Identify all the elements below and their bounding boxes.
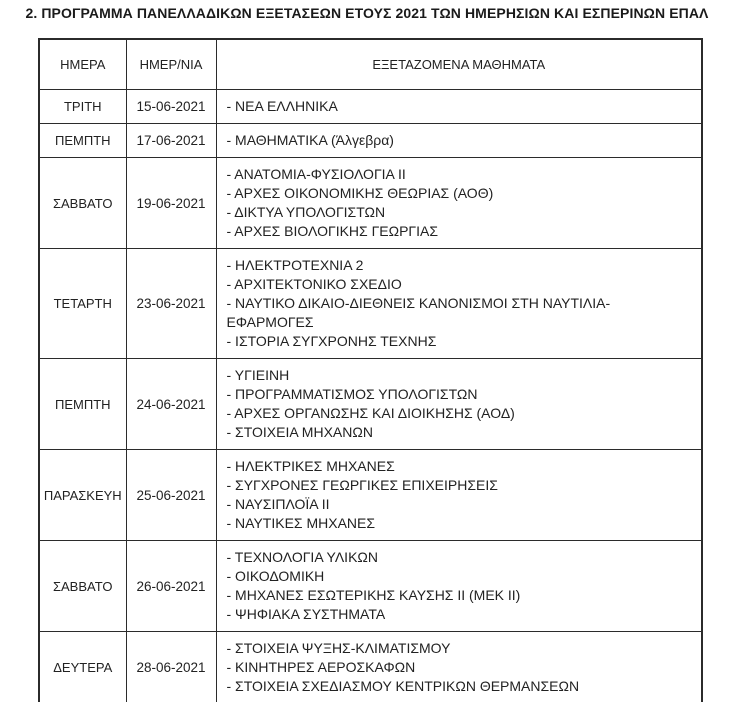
table-header-row (39, 39, 702, 90)
date-cell: 26-06-2021 (126, 541, 216, 632)
subjects-cell (216, 450, 702, 541)
subject-line: - ΙΣΤΟΡΙΑ ΣΥΓΧΡΟΝΗΣ ΤΕΧΝΗΣ (226, 333, 437, 349)
subject-line: - ΔΙΚΤΥΑ ΥΠΟΛΟΓΙΣΤΩΝ (226, 204, 386, 220)
subject-line: - ΝΕΑ ΕΛΛΗΝΙΚΑ (226, 98, 338, 114)
date-cell: 25-06-2021 (126, 450, 216, 541)
table-row (39, 632, 702, 702)
day-cell: ΠΕΜΠΤΗ (39, 359, 126, 450)
day-cell: ΣΑΒΒΑΤΟ (39, 541, 126, 632)
date-cell: 28-06-2021 (126, 632, 216, 702)
subject-line: - ΣΥΓΧΡΟΝΕΣ ΓΕΩΡΓΙΚΕΣ ΕΠΙΧΕΙΡΗΣΕΙΣ (226, 477, 498, 493)
subject-line: - ΝΑΥΤΙΚΕΣ ΜΗΧΑΝΕΣ (226, 515, 376, 531)
subject-line: - ΣΤΟΙΧΕΙΑ ΣΧΕΔΙΑΣΜΟΥ ΚΕΝΤΡΙΚΩΝ ΘΕΡΜΑΝΣΕΩΝ (226, 678, 580, 694)
page-title: 2. ΠΡΟΓΡΑΜΜΑ ΠΑΝΕΛΛΑΔΙΚΩΝ ΕΞΕΤΑΣΕΩΝ ΕΤΟΥΣ 2021 ΤΩΝ ΗΜΕΡΗΣΙΩΝ ΚΑΙ ΕΣΠΕΡΙΝΩΝ ΕΠΑΛ (25, 5, 709, 21)
table-row (39, 541, 702, 632)
date-cell: 15-06-2021 (126, 90, 216, 124)
table-row (39, 359, 702, 450)
date-cell: 23-06-2021 (126, 249, 216, 359)
day-cell: ΤΡΙΤΗ (39, 90, 126, 124)
subjects-cell (216, 541, 702, 632)
date-cell: 17-06-2021 (126, 124, 216, 158)
table-row (39, 158, 702, 249)
subject-line: - ΜΗΧΑΝΕΣ ΕΣΩΤΕΡΙΚΗΣ ΚΑΥΣΗΣ II (ΜΕΚ II) (226, 587, 521, 603)
table-row (39, 124, 702, 158)
day-cell: ΠΑΡΑΣΚΕΥΗ (39, 450, 126, 541)
day-cell: ΔΕΥΤΕΡΑ (39, 632, 126, 702)
date-cell: 19-06-2021 (126, 158, 216, 249)
subject-line: - ΣΤΟΙΧΕΙΑ ΨΥΞΗΣ-ΚΛΙΜΑΤΙΣΜΟΥ (226, 640, 451, 656)
subjects-cell (216, 124, 702, 158)
day-cell: ΠΕΜΠΤΗ (39, 124, 126, 158)
subject-line: - ΜΑΘΗΜΑΤΙΚΑ (Άλγεβρα) (226, 132, 394, 148)
table-row (39, 90, 702, 124)
subject-line: - ΑΡΧΕΣ ΒΙΟΛΟΓΙΚΗΣ ΓΕΩΡΓΙΑΣ (226, 223, 439, 239)
subject-line: - ΚΙΝΗΤΗΡΕΣ ΑΕΡΟΣΚΑΦΩΝ (226, 659, 416, 675)
subject-line: - ΥΓΙΕΙΝΗ (226, 367, 290, 383)
subjects-cell (216, 249, 702, 359)
subject-line: - ΗΛΕΚΤΡΟΤΕΧΝΙΑ 2 (226, 257, 364, 273)
table-row (39, 249, 702, 359)
subjects-cell (216, 632, 702, 702)
subject-line: - ΑΝΑΤΟΜΙΑ-ΦΥΣΙΟΛΟΓΙΑ II (226, 166, 406, 182)
subjects-cell (216, 90, 702, 124)
subjects-cell (216, 359, 702, 450)
table-body (39, 90, 702, 702)
subject-line: - ΠΡΟΓΡΑΜΜΑΤΙΣΜΟΣ ΥΠΟΛΟΓΙΣΤΩΝ (226, 386, 478, 402)
subject-line: - ΟΙΚΟΔΟΜΙΚΗ (226, 568, 325, 584)
subjects-cell (216, 158, 702, 249)
col-header-day: ΗΜΕΡΑ (39, 39, 126, 90)
subject-line: - ΝΑΥΤΙΚΟ ΔΙΚΑΙΟ-ΔΙΕΘΝΕΙΣ ΚΑΝΟΝΙΣΜΟΙ ΣΤΗ ΝΑΥΤΙΛΙΑ-ΕΦΑΡΜΟΓΕΣ (226, 295, 611, 330)
day-cell: ΣΑΒΒΑΤΟ (39, 158, 126, 249)
col-header-date: ΗΜΕΡ/ΝΙΑ (126, 39, 216, 90)
subject-line: - ΨΗΦΙΑΚΑ ΣΥΣΤΗΜΑΤΑ (226, 606, 386, 622)
subject-line: - ΑΡΧΕΣ ΟΙΚΟΝΟΜΙΚΗΣ ΘΕΩΡΙΑΣ (ΑΟΘ) (226, 185, 494, 201)
subject-line: - ΗΛΕΚΤΡΙΚΕΣ ΜΗΧΑΝΕΣ (226, 458, 395, 474)
subject-line: - ΤΕΧΝΟΛΟΓΙΑ ΥΛΙΚΩΝ (226, 549, 378, 565)
subject-line: - ΑΡΧΕΣ ΟΡΓΑΝΩΣΗΣ ΚΑΙ ΔΙΟΙΚΗΣΗΣ (ΑΟΔ) (226, 405, 515, 421)
subject-line: - ΑΡΧΙΤΕΚΤΟΝΙΚΟ ΣΧΕΔΙΟ (226, 276, 402, 292)
exam-schedule-table (38, 38, 703, 702)
day-cell: ΤΕΤΑΡΤΗ (39, 249, 126, 359)
col-header-subjects: ΕΞΕΤΑΖΟΜΕΝΑ ΜΑΘΗΜΑΤΑ (216, 39, 702, 90)
date-cell: 24-06-2021 (126, 359, 216, 450)
table-row (39, 450, 702, 541)
subject-line: - ΝΑΥΣΙΠΛΟΪΑ II (226, 496, 330, 512)
subject-line: - ΣΤΟΙΧΕΙΑ ΜΗΧΑΝΩΝ (226, 424, 373, 440)
